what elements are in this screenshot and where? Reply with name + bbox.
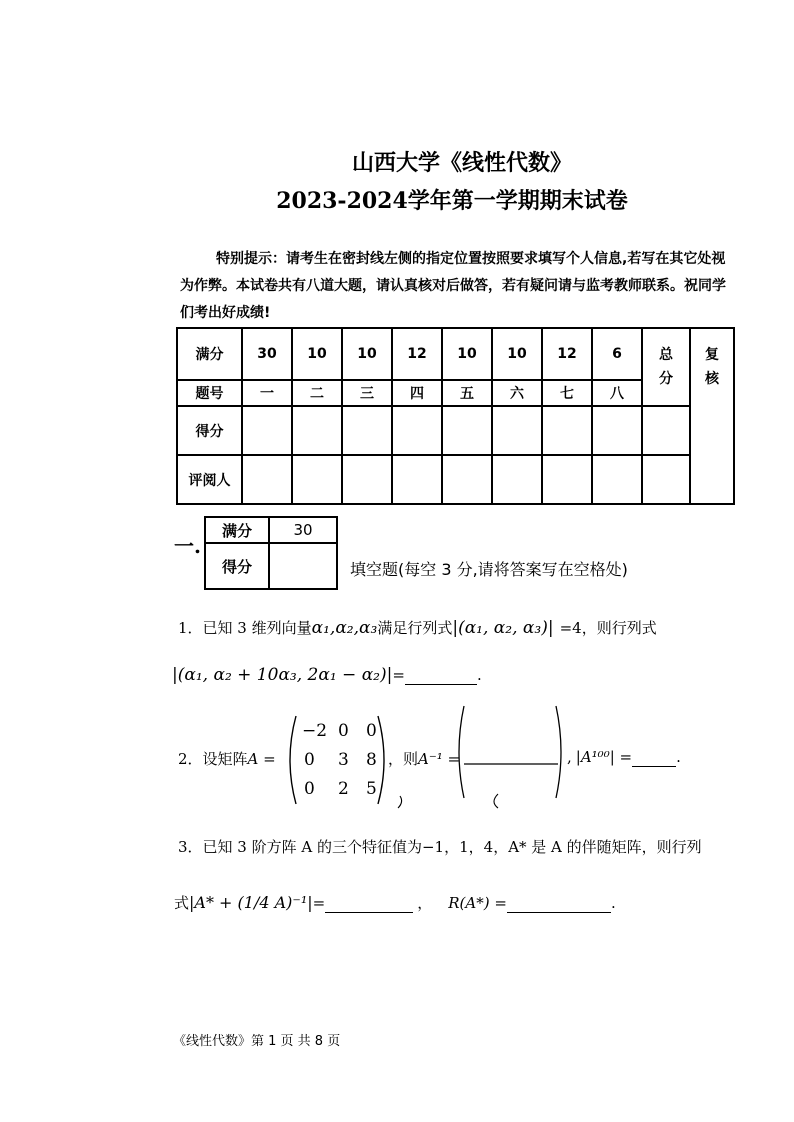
question-3-line1: 3．已知 3 阶方阵 A 的三个特征值为−1，1，4，A* 是 A 的伴随矩阵，则行列 [178, 838, 702, 856]
q2-inverse: A⁻¹ = [418, 750, 461, 768]
q3-prefix: 式 [174, 894, 190, 912]
review-label: 复核 [705, 347, 719, 387]
full-score-6: 10 [492, 328, 542, 380]
matrix-left-paren [290, 716, 296, 804]
score-cell[interactable] [392, 406, 442, 455]
matrix-cell: 0 [304, 750, 315, 770]
q2-sep: , [567, 748, 572, 766]
full-score-5: 10 [442, 328, 492, 380]
q3-end: . [610, 894, 616, 912]
q2-power-answer-blank[interactable] [632, 748, 676, 767]
question-number-1: 一 [242, 380, 292, 406]
matrix-right-paren [378, 716, 384, 804]
section-number: 一. [174, 534, 201, 558]
section-full-value: 30 [269, 517, 337, 543]
inverse-right-paren [556, 706, 561, 798]
full-score-label: 满分 [177, 328, 242, 380]
section-score-label: 得分 [205, 543, 269, 589]
q3-expr2: R(A*) = [448, 894, 507, 912]
grader-cell[interactable] [292, 455, 342, 504]
full-score-8: 6 [592, 328, 642, 380]
matrix-cell: −2 [302, 721, 328, 741]
section-title: 填空题(每空 3 分,请将答案写在空格处) [350, 560, 628, 579]
q2-prefix: 2．设矩阵 [178, 750, 248, 768]
stray-mark [494, 794, 498, 808]
question-1-line2 [172, 665, 482, 685]
total-score-label [642, 328, 690, 406]
exam-title-line2: 2023-2024学年第一学期期末试卷 [276, 188, 628, 214]
q1-eq2: = [392, 666, 405, 684]
question-number-2: 二 [292, 380, 342, 406]
exam-title-line1: 山西大学《线性代数》 [351, 150, 572, 176]
q1-eq1: =4，则行列式 [559, 619, 657, 637]
full-score-7: 12 [542, 328, 592, 380]
question-number-8: 八 [592, 380, 642, 406]
total-grader-cell[interactable] [642, 455, 690, 504]
question-number-5: 五 [442, 380, 492, 406]
grader-cell[interactable] [442, 455, 492, 504]
score-cell[interactable] [542, 406, 592, 455]
question-1-line1 [178, 617, 657, 638]
question-number-label: 题号 [177, 380, 242, 406]
score-table [176, 327, 735, 505]
q3-sep: ， [417, 894, 433, 912]
matrix-cell: 0 [366, 721, 377, 741]
section-full-label: 满分 [205, 517, 269, 543]
q2-prefix-block [178, 748, 276, 769]
full-score-1: 30 [242, 328, 292, 380]
q3-answer-blank-1[interactable] [325, 894, 413, 913]
matrix-cell: 3 [338, 750, 349, 770]
q1-end: . [476, 666, 482, 684]
q1-det1: |(α₁, α₂, α₃)| [452, 618, 554, 638]
score-cell[interactable] [592, 406, 642, 455]
total-label: 总分 [659, 347, 673, 387]
q1-mid: 满足行列式 [377, 619, 453, 637]
q2-end: . [676, 748, 681, 766]
score-cell[interactable] [342, 406, 392, 455]
matrix-cell: 0 [338, 721, 349, 741]
grader-cell[interactable] [342, 455, 392, 504]
matrix-cell: 8 [366, 750, 377, 770]
q2-matrix [282, 712, 392, 812]
q1-prefix: 1．已知 3 维列向量 [178, 619, 312, 637]
q3-eq1: = [312, 894, 326, 912]
q1-det2: |(α₁, α₂ + 10α₃, 2α₁ − α₂)| [172, 665, 393, 685]
grader-cell[interactable] [242, 455, 292, 504]
q3-answer-blank-2[interactable] [507, 894, 611, 913]
question-number-7: 七 [542, 380, 592, 406]
grader-cell[interactable] [592, 455, 642, 504]
total-score-cell[interactable] [642, 406, 690, 455]
question-number-4: 四 [392, 380, 442, 406]
grader-cell[interactable] [392, 455, 442, 504]
special-notice: 特别提示：请考生在密封线左侧的指定位置按照要求填写个人信息,若写在其它处视为作弊。本试卷共有八道大题，请认真核对后做答，若有疑问请与监考教师联系。祝同学们考出好成绩! [180, 251, 726, 321]
matrix-cell: 2 [338, 779, 349, 799]
question-number-6: 六 [492, 380, 542, 406]
grader-cell[interactable] [492, 455, 542, 504]
matrix-cell: 5 [366, 779, 377, 799]
review-label-cell [690, 328, 734, 504]
q2-matrix-name: A = [247, 750, 276, 768]
score-cell[interactable] [492, 406, 542, 455]
q1-answer-blank[interactable] [405, 666, 477, 685]
score-cell[interactable] [442, 406, 492, 455]
page-footer: 《线性代数》第 1 页 共 8 页 [173, 1034, 341, 1049]
full-score-2: 10 [292, 328, 342, 380]
score-row-label: 得分 [177, 406, 242, 455]
matrix-cell: 0 [304, 779, 315, 799]
q2-power: |A¹⁰⁰| = [575, 748, 633, 766]
grader-cell[interactable] [542, 455, 592, 504]
score-cell[interactable] [292, 406, 342, 455]
stray-mark [398, 796, 402, 808]
q2-power-block [567, 748, 681, 767]
full-score-4: 12 [392, 328, 442, 380]
q2-mid: ，则 [388, 750, 419, 768]
inverse-left-paren [459, 706, 464, 798]
section-score-cell[interactable] [269, 543, 337, 589]
score-cell[interactable] [242, 406, 292, 455]
question-number-3: 三 [342, 380, 392, 406]
q3-expr1: |A* + (1/4 A)⁻¹| [189, 893, 313, 912]
section-score-box [204, 516, 338, 590]
full-score-3: 10 [342, 328, 392, 380]
q1-vectors: α₁,α₂,α₃ [311, 618, 378, 638]
q2-inverse-answer-box[interactable] [392, 702, 572, 812]
grader-row-label: 评阅人 [177, 455, 242, 504]
question-3-line2 [174, 892, 616, 913]
